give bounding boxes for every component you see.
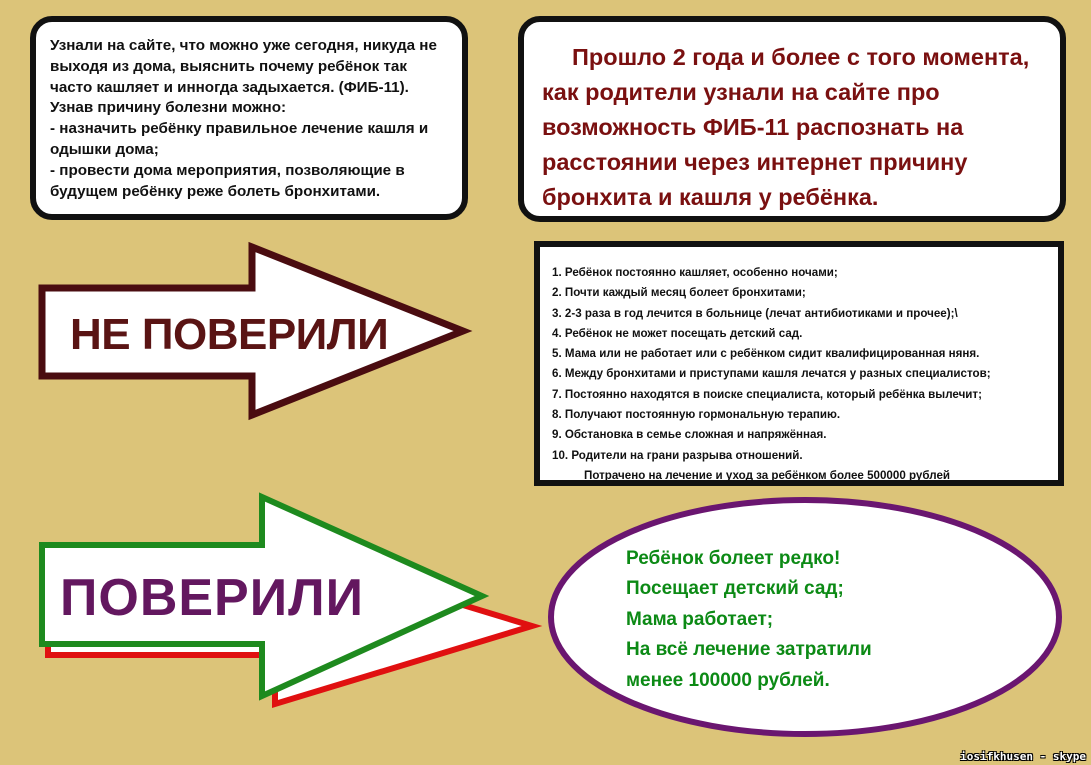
box1-line: часто кашляет и инногда задыхается. (ФИБ-11). [50,78,409,96]
problem-item: 7. Постоянно находятся в поиске специалиста, который ребёнка вылечит; [552,387,982,401]
arrow-poverili-label: ПОВЕРИЛИ [60,569,364,627]
problem-item: 3. 2-3 раза в год лечится в больнице (лечат антибиотиками и прочее);\ [552,306,958,320]
box-site-info [30,16,468,220]
box1-line: Узнали на сайте, что можно уже сегодня, никуда не [50,37,437,54]
problem-item: 6. Между бронхитами и приступами кашля лечатся у разных специалистов; [552,367,991,381]
box1-line: выходя из дома, выяснить почему ребёнок так [50,57,407,75]
watermark: iosifkhusen - skype [960,750,1086,763]
problems-footer: Потрачено на лечение и уход за ребёнком более 500000 рублей [584,468,951,482]
ellipse-line: Мама работает; [626,608,774,630]
ellipse-line: Посещает детский сад; [626,578,844,600]
problem-item: 8. Получают постоянную гормональную терапию. [552,408,841,422]
box2-line: возможность ФИБ-11 распознать на [542,114,964,140]
box1-line: - назначить ребёнку правильное лечение кашля и [50,120,429,138]
box1-line: - провести дома мероприятия, позволяющие в [50,161,405,179]
problem-item: 9. Обстановка в семье сложная и напряжённая. [552,428,827,442]
problem-item: 10. Родители на грани разрыва отношений. [552,448,803,462]
box1-line: одышки дома; [50,140,159,158]
box-two-years [518,16,1066,222]
ellipse-line: менее 100000 рублей. [626,669,830,691]
box2-line: как родители узнали на сайте про [542,79,940,105]
problem-item: 2. Почти каждый месяц болеет бронхитами; [552,286,806,300]
box1-line: Узнав причину болезни можно: [50,99,287,117]
box1-line: будущем ребёнку реже болеть бронхитами. [50,182,381,200]
ellipse-line: На всё лечение затратили [626,639,872,661]
box2-line: Прошло 2 года и более с того момента, [572,44,1030,70]
ellipse-text [626,544,872,696]
problem-item: 5. Мама или не работает или с ребёнком сидит квалифицированная няня. [552,347,980,361]
ellipse-line: Ребёнок болеет редко! [626,548,841,569]
box-problems-list [534,241,1064,486]
box2-line: бронхита и кашля у ребёнка. [542,184,879,210]
problem-item: 1. Ребёнок постоянно кашляет, особенно ночами; [552,266,838,279]
arrow-ne-poverili-label: НЕ ПОВЕРИЛИ [70,310,389,359]
problem-item: 4. Ребёнок не может посещать детский сад. [552,326,803,340]
box2-line: расстоянии через интернет причину [542,149,968,175]
